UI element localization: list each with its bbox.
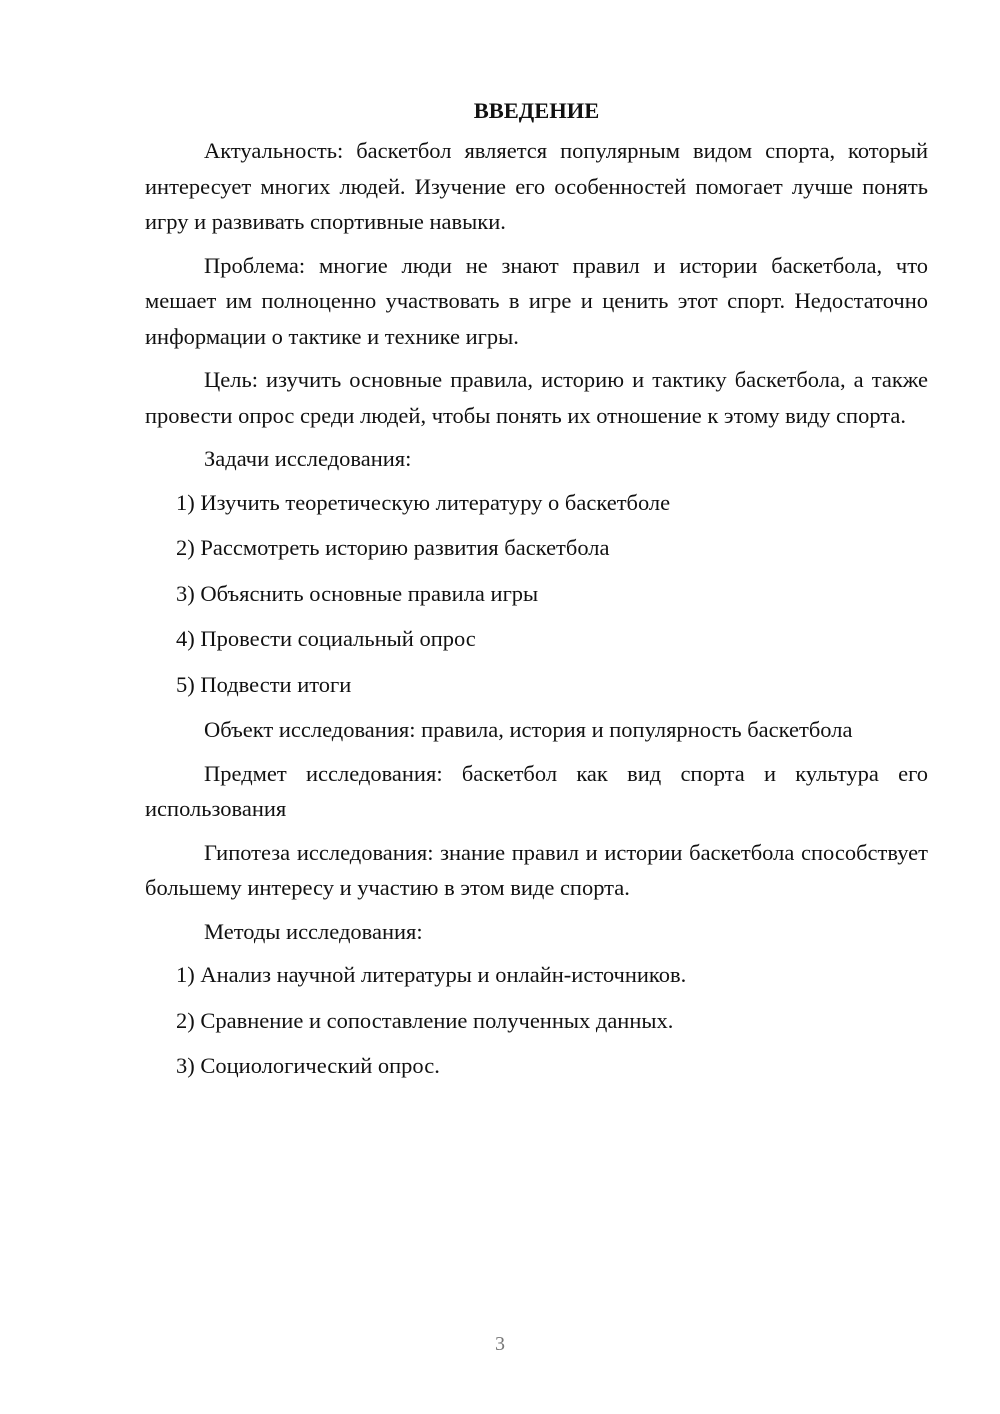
- goal-paragraph: Цель: изучить основные правила, историю и тактику баскетбола, а также провести опрос среди людей, чтобы понять их отношение к этому виду спорта.: [145, 367, 928, 428]
- methods-heading: Методы исследования:: [204, 918, 423, 944]
- method-item: 2) Сравнение и сопоставление полученных данных.: [176, 1007, 674, 1033]
- task-item: 3) Объяснить основные правила игры: [176, 580, 539, 606]
- subject-paragraph: Предмет исследования: баскетбол как вид спорта и культура его использования: [145, 760, 928, 821]
- tasks-heading: Задачи исследования:: [204, 446, 412, 471]
- hypothesis-paragraph: Гипотеза исследования: знание правил и истории баскетбола способствует большему интересу и участию в этом виде спорта.: [145, 839, 928, 900]
- relevance-paragraph: Актуальность: баскетбол является популярным видом спорта, который интересует многих людей. Изучение его особенностей помогает лучше понять игру и развивать спортивные навыки.: [145, 138, 928, 234]
- object-paragraph: Объект исследования: правила, история и популярность баскетбола: [204, 717, 853, 742]
- page-number: 3: [495, 1333, 505, 1355]
- task-item: 1) Изучить теоретическую литературу о баскетболе: [176, 489, 671, 515]
- task-item: 4) Провести социальный опрос: [176, 626, 476, 651]
- problem-paragraph: Проблема: многие люди не знают правил и истории баскетбола, что мешает им полноценно участвовать в игре и ценить этот спорт. Недостаточно информации о тактике и технике игры.: [145, 252, 928, 349]
- method-item: 3) Социологический опрос.: [176, 1053, 440, 1078]
- method-item: 1) Анализ научной литературы и онлайн-источников.: [176, 962, 687, 987]
- page-content: [145, 96, 928, 1094]
- task-item: 5) Подвести итоги: [176, 671, 352, 697]
- task-item: 2) Рассмотреть историю развития баскетбола: [176, 535, 610, 560]
- page-title: ВВЕДЕНИЕ: [473, 98, 600, 123]
